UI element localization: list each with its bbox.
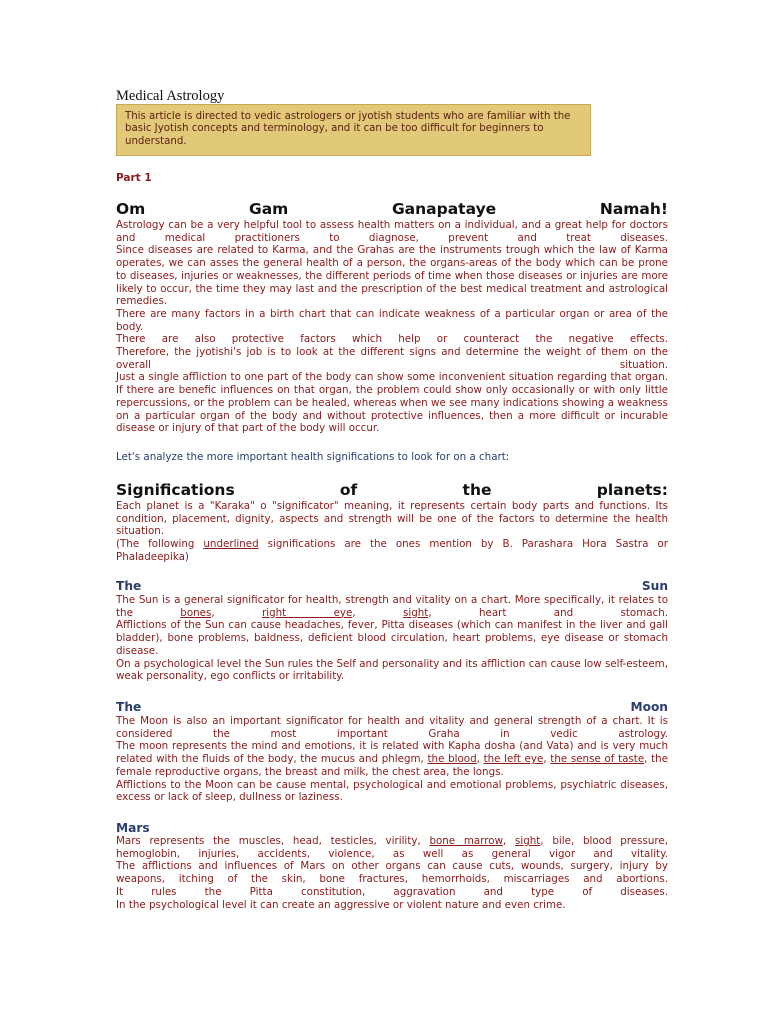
paragraph: There are many factors in a birth chart that can indicate weakness of a particular organ or area of the body.: [116, 307, 668, 333]
underlined-term: right eye: [262, 606, 353, 619]
underlined-term: bone marrow: [429, 835, 503, 847]
paragraph: The moon represents the mind and emotions, it is related with Kapha dosha (and Vata) and is very much related with the fluids of the body, the mucus and phlegm, the blood, the left eye, the sense of taste, the female reproductive organs, the breast and milk, the chest area, the longs.: [116, 740, 669, 778]
paragraph: Afflictions of the Sun can cause headaches, fever, Pitta diseases (which can manifest in the liver and gall bladder), bone problems, baldness, deficient blood circulation, heart problems, eye disease or stomach disease.: [116, 619, 668, 657]
heading-word: planets:: [596, 481, 668, 499]
paragraph: The Sun is a general significator for health, strength and vitality on a chart. More specifically, it relates to the bones, right eye, sight, heart and stomach.: [116, 594, 669, 619]
mantra-word: Gam: [248, 200, 289, 218]
moon-text: [116, 715, 668, 804]
underlined-term: the blood: [427, 753, 477, 766]
paragraph: The Moon is also an important significator for health and vitality and general strength of a chart. It is considered the most important Graha in vedic astrology.: [116, 715, 668, 740]
paragraph: Mars represents the muscles, head, testicles, virility, bone marrow, sight, bile, blood pressure, hemoglobin, injuries, accidents, violence, as well as general vigor and vitality.: [116, 835, 668, 860]
underlined-term: the left eye: [483, 753, 544, 766]
moon-heading: [116, 700, 668, 714]
underlined-term: sight: [403, 606, 429, 619]
heading-word: Sun: [641, 579, 668, 593]
paragraph: On a psychological level the Sun rules the Self and personality and its affliction can cause low self-esteem, weak personality, ego conflicts or irritability.: [116, 657, 668, 683]
analyze-line: Let's analyze the more important health significations to look for on a chart:: [116, 451, 510, 463]
underlined-term: underlined: [203, 538, 259, 551]
paragraph: Therefore, the jyotishi's job is to look at the different signs and determine the weight of them on the overall situation.: [116, 346, 668, 371]
heading-word: the: [462, 481, 492, 499]
underlined-term: the sense of taste: [550, 753, 645, 766]
paragraph: In the psychological level it can create an aggressive or violent nature and even crime.: [116, 898, 566, 911]
page-title: Medical Astrology: [116, 88, 225, 104]
underlined-term: sight: [515, 835, 541, 847]
significations-text: [116, 500, 668, 564]
underlined-term: bones: [180, 606, 212, 619]
paragraph: There are also protective factors which help or counteract the negative effects.: [116, 333, 668, 346]
paragraph: The afflictions and influences of Mars on other organs can cause cuts, wounds, surgery, injury by weapons, itching of the skin, bone fractures, hemorrhoids, miscarriages and abortions.: [116, 860, 668, 886]
paragraph: It rules the Pitta constitution, aggravation and type of diseases.: [116, 885, 668, 898]
mars-text: [116, 835, 668, 911]
part-label: Part 1: [116, 172, 152, 184]
mantra-word: Ganapataye: [391, 200, 497, 218]
significations-heading: [116, 481, 668, 499]
mantra-word: Om: [116, 200, 146, 218]
mars-heading: Mars: [116, 821, 150, 835]
paragraph: Each planet is a "Karaka" o "significator" meaning, it represents certain body parts and functions. Its condition, placement, dignity, aspects and strength will be one of the factors to determine the health situation.: [116, 500, 668, 538]
sun-heading: [116, 579, 668, 593]
heading-word: The: [116, 700, 142, 714]
paragraph: Astrology can be a very helpful tool to assess health matters on a individual, and a great help for doctors and medical practitioners to diagnose, prevent and treat diseases.: [116, 219, 668, 244]
sun-text: [116, 594, 668, 683]
paragraph: (The following underlined significations are the ones mention by B. Parashara Hora Sastra or Phaladeepika): [116, 538, 668, 563]
paragraph: Just a single affliction to one part of the body can show some inconvenient situation regarding that organ. If there are benefic influences on that organ, the problem could show only occasionally or with only little repercussions, or the problem can be healed, whereas when we see many indications showing a weakness on a particular organ of the body and without protective influences, then a more difficult or incurable disease or injury of that part of the body will occur.: [116, 371, 668, 435]
heading-word: Moon: [630, 700, 668, 714]
intro-notice: This article is directed to vedic astrologers or jyotish students who are familiar with the basic Jyotish concepts and terminology, and it can be too difficult for beginners to understand.: [116, 104, 591, 156]
intro-paragraphs: [116, 219, 668, 435]
heading-word: Significations: [116, 481, 235, 499]
mantra-word: Namah!: [599, 200, 668, 218]
heading-word: of: [339, 481, 358, 499]
paragraph: Since diseases are related to Karma, and the Grahas are the instruments trough which the law of Karma operates, we can asses the general health of a person, the organs-areas of the body which can be prone to diseases, injuries or weaknesses, the different periods of time when those diseases or injuries are more likely to occur, the time they may last and the prescription of the best medical treatment and astrological remedies.: [116, 244, 668, 308]
heading-word: The: [116, 579, 142, 593]
mantra-heading: [116, 200, 668, 218]
paragraph: Afflictions to the Moon can be cause mental, psychological and emotional problems, psychiatric diseases, excess or lack of sleep, dullness or laziness.: [116, 778, 668, 804]
